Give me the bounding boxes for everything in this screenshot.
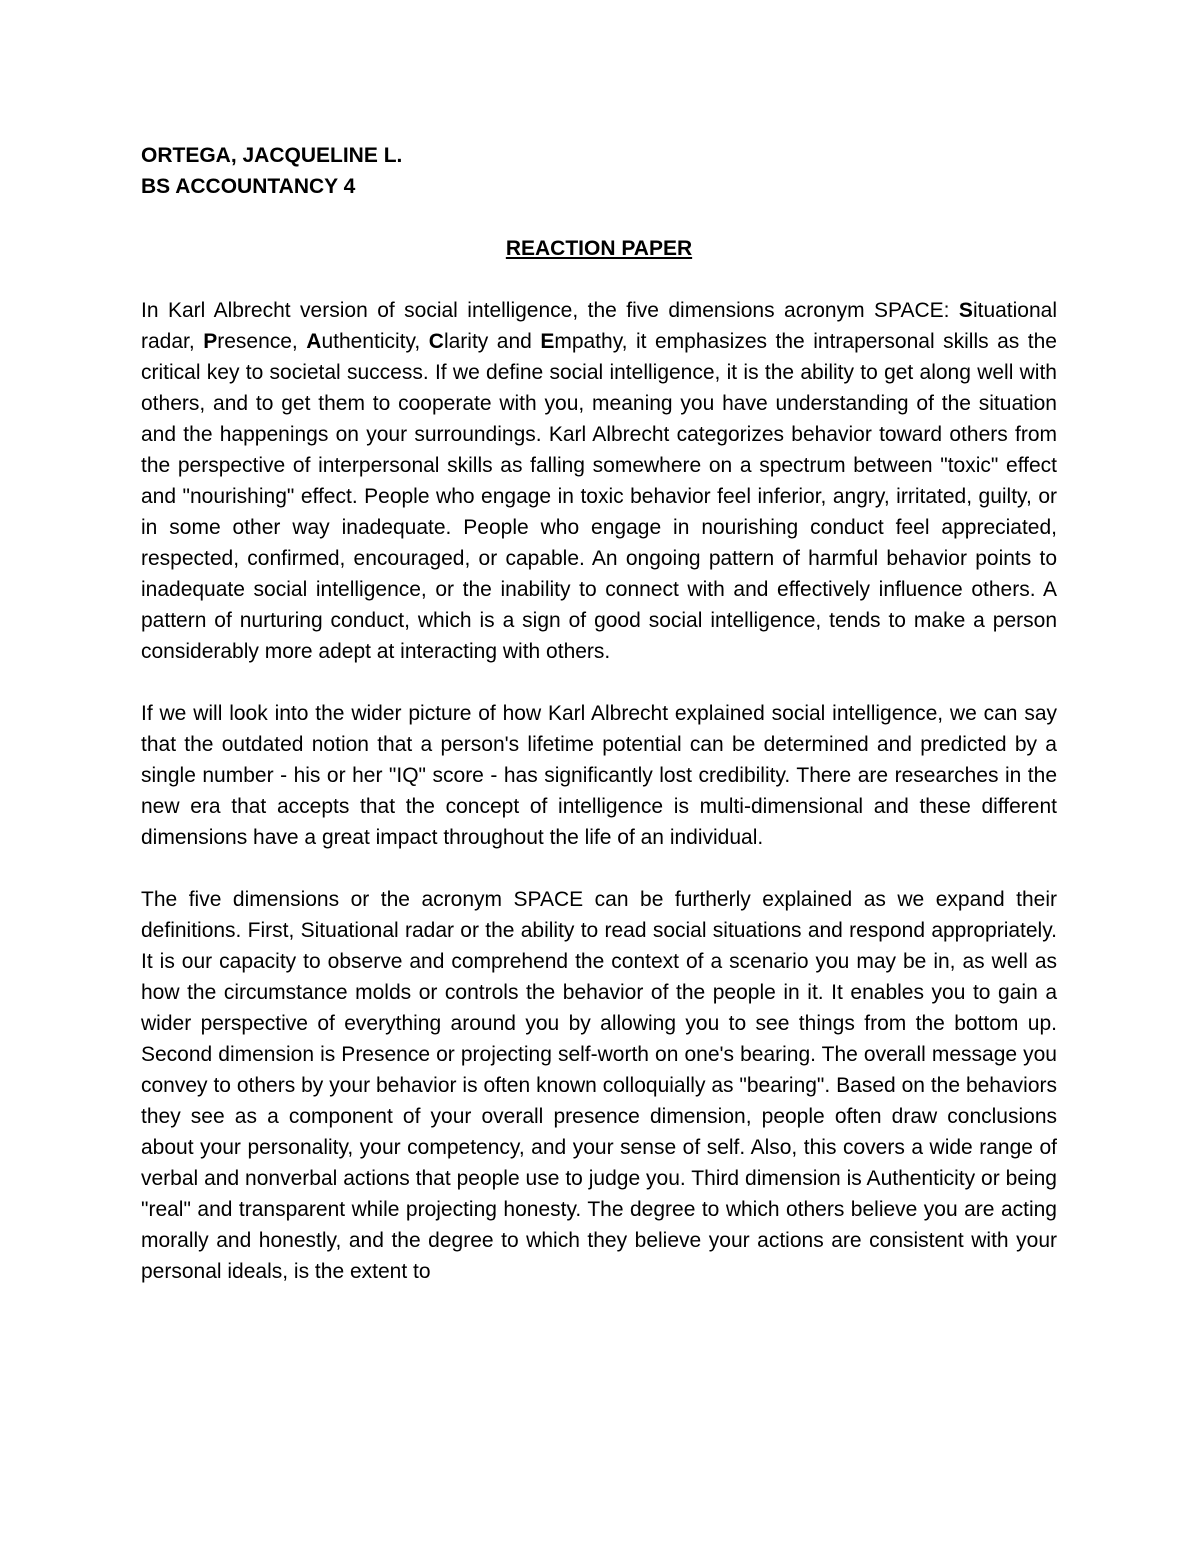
- space-initial-c: C: [428, 330, 444, 353]
- space-initial-p: P: [203, 330, 218, 353]
- author-program: BS ACCOUNTANCY 4: [141, 175, 356, 198]
- space-word-clarity: larity and: [443, 330, 541, 353]
- space-initial-e: E: [540, 330, 555, 353]
- space-word-empathy: mpathy,: [554, 330, 628, 353]
- paragraph-2: If we will look into the wider picture of how Karl Albrecht explained social intelligence, we can say that the outdated notion that a person's lifetime potential can be determined and predicted by a single number - his or her "IQ" score - has significantly lost credibility. There are researches in the new era that accepts that the concept of intelligence is multi-dimensional and these different dimensions have a great impact throughout the life of an individual.: [141, 702, 1057, 849]
- space-word-situational-radar: ituational radar,: [141, 299, 1057, 353]
- paragraph-1-body: it emphasizes the intrapersonal skills as the critical key to societal success. If we define social intelligence, it is the ability to get along well with others, and to get them to cooperate with you, meaning you have understanding of the situation and the happenings on your surroundings. Karl Albrecht categorizes behavior toward others from the perspective of interpersonal skills as falling somewhere on a spectrum between "toxic" effect and "nourishing" effect. People who engage in toxic behavior feel inferior, angry, irritated, guilty, or in some other way inadequate. People who engage in nourishing conduct feel appreciated, respected, confirmed, encouraged, or capable. An ongoing pattern of harmful behavior points to inadequate social intelligence, or the inability to connect with and effectively influence others. A pattern of nurturing conduct, which is a sign of good social intelligence, tends to make a person considerably more adept at interacting with others.: [141, 330, 1057, 663]
- paragraph-1: [141, 295, 1057, 667]
- space-word-authenticity: uthenticity,: [321, 330, 429, 353]
- space-initial-a: A: [306, 330, 322, 353]
- document-body: [141, 140, 1057, 1287]
- paper-title: REACTION PAPER: [505, 237, 693, 260]
- author-name: ORTEGA, JACQUELINE L.: [141, 144, 403, 167]
- paragraph-3: The five dimensions or the acronym SPACE can be furtherly explained as we expand their definitions. First, Situational radar or the ability to read social situations and respond appropriately. It is our capacity to observe and comprehend the context of a scenario you may be in, as well as how the circumstance molds or controls the behavior of the people in it. It enables you to gain a wider perspective of everything around you by allowing you to see things from the bottom up. Second dimension is Presence or projecting self-worth on one's bearing. The overall message you convey to others by your behavior is often known colloquially as "bearing". Based on the behaviors they see as a component of your overall presence dimension, people often draw conclusions about your personality, your competency, and your sense of self. Also, this covers a wide range of verbal and nonverbal actions that people use to judge you. Third dimension is Authenticity or being "real" and transparent while projecting honesty. The degree to which others believe you are acting morally and honestly, and the degree to which they believe your actions are consistent with your personal ideals, is the extent to: [141, 888, 1057, 1283]
- paragraph-1-intro: In Karl Albrecht version of social intelligence, the five dimensions acronym SPACE:: [141, 299, 959, 322]
- space-initial-s: S: [958, 299, 973, 322]
- space-word-presence: resence,: [217, 330, 307, 353]
